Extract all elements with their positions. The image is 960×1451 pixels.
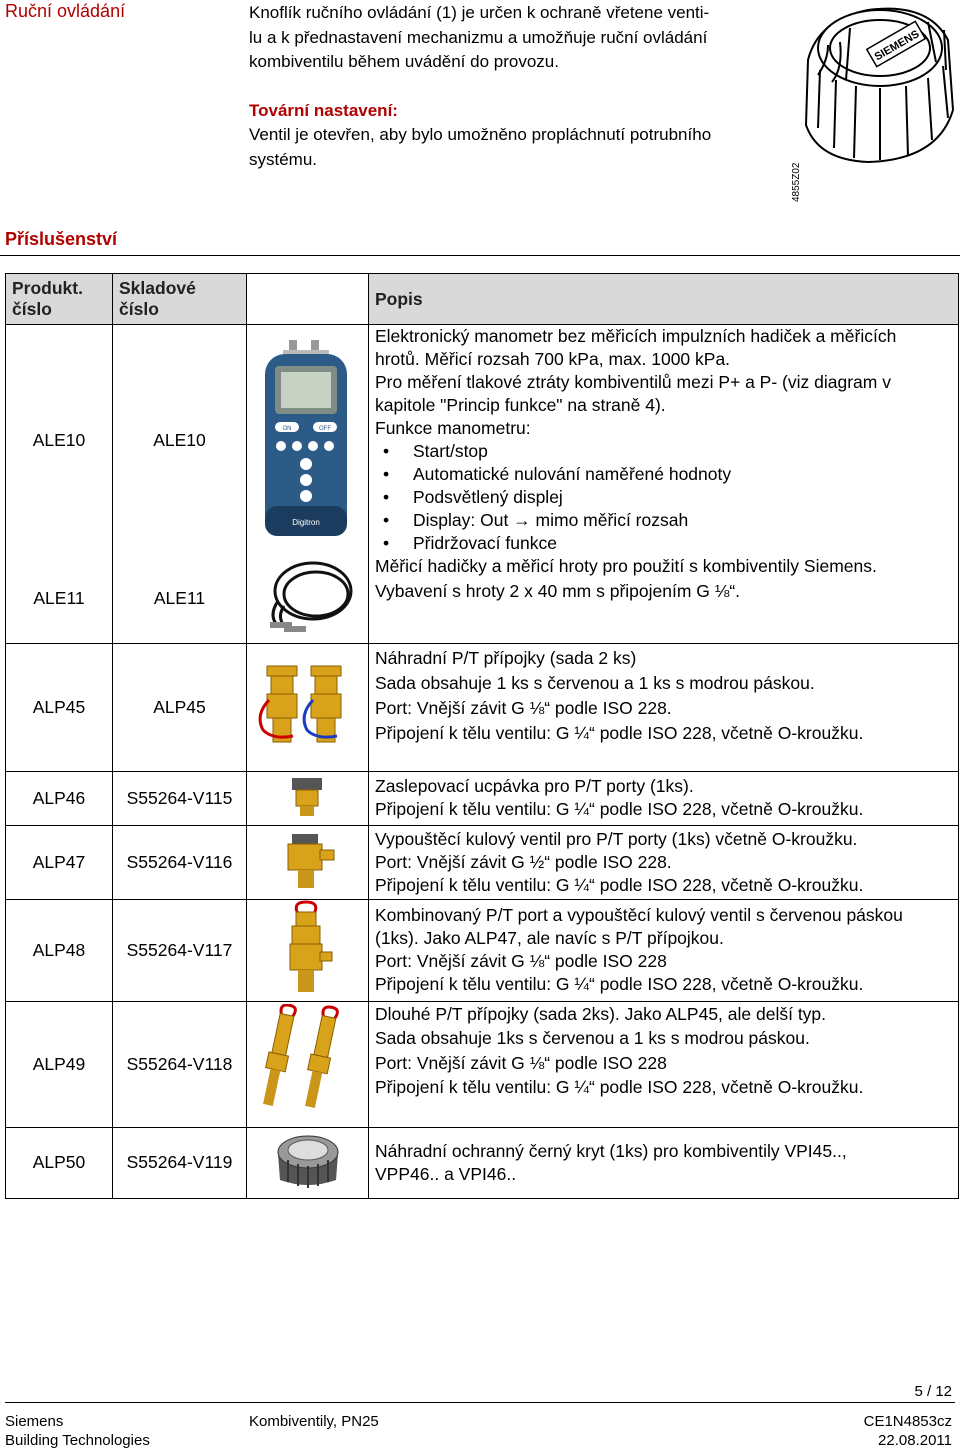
table-row: [6, 771, 959, 825]
desc-line: hrotů. Měřicí rozsah 700 kPa, max. 1000 kPa.: [375, 349, 731, 369]
stock-code: ALP45: [113, 643, 247, 771]
desc-line: Port: Vnější závit G ½“ podle ISO 228.: [375, 851, 672, 872]
desc-line: Zaslepovací ucpávka pro P/T porty (1ks).: [375, 776, 694, 796]
function-list: [375, 440, 952, 555]
manual-knob-drawing: [788, 0, 960, 170]
stock-code: ALE11: [113, 555, 247, 643]
desc-line: Pro měření tlakové ztráty kombiventilů mezi P+ a P- (viz diagram v: [375, 372, 891, 392]
col-header-text: Produkt.: [12, 278, 83, 298]
drain-valve-image: [268, 828, 348, 892]
protective-cap-image: [268, 1128, 348, 1192]
table-row: [6, 1127, 959, 1198]
table-row: [6, 1001, 959, 1127]
factory-line: Ventil je otevřen, aby bylo umožněno propláchnutí potrubního: [249, 125, 712, 144]
table-row: [6, 643, 959, 771]
description-cell: [369, 1127, 959, 1198]
product-code: ALP45: [6, 643, 113, 771]
factory-heading: Tovární nastavení:: [249, 100, 398, 120]
picture-cell: [247, 325, 369, 556]
product-code: ALP46: [6, 771, 113, 825]
list-item: • Start/stop: [413, 440, 952, 463]
desc-line: Připojení k tělu ventilu: G ¼“ podle ISO 228, včetně O-kroužku.: [375, 722, 864, 743]
col-header-stock: [113, 274, 247, 325]
stock-code: S55264-V117: [113, 899, 247, 1001]
desc-line: Připojení k tělu ventilu: G ¼“ podle ISO 228, včetně O-kroužku.: [375, 874, 864, 895]
picture-cell: [247, 555, 369, 643]
desc-line: Funkce manometru:: [375, 418, 531, 438]
product-code: ALP50: [6, 1127, 113, 1198]
list-item: • Podsvětlený displej: [413, 486, 952, 509]
list-item: • Přidržovací funkce: [413, 532, 952, 555]
measuring-hoses-image: [258, 556, 358, 636]
intro-text: [249, 1, 779, 172]
table-row: [6, 825, 959, 899]
stock-code: S55264-V116: [113, 825, 247, 899]
desc-line: Měřicí hadičky a měřicí hroty pro použití s kombiventily Siemens.: [375, 556, 877, 576]
picture-cell: [247, 899, 369, 1001]
table-row: [6, 325, 959, 556]
product-code: ALP48: [6, 899, 113, 1001]
desc-line: Připojení k tělu ventilu: G ¼“ podle ISO 228, včetně O-kroužku.: [375, 1077, 864, 1097]
col-header-desc: [369, 274, 959, 325]
picture-cell: [247, 771, 369, 825]
desc-line: Vybavení s hroty 2 x 40 mm s připojením G ⅛“.: [375, 581, 741, 601]
product-code: ALE11: [6, 555, 113, 643]
description-cell: [369, 825, 959, 899]
description-cell: [369, 771, 959, 825]
picture-cell: [247, 1127, 369, 1198]
product-code: ALE10: [6, 325, 113, 556]
desc-line: (1ks). Jako ALP47, ale navíc s P/T přípojkou.: [375, 928, 724, 948]
description-cell: [369, 899, 959, 1001]
on-button-label: ON: [282, 425, 292, 432]
figure-code: 4855Z02: [791, 162, 802, 202]
desc-line: Vypouštěcí kulový ventil pro P/T porty (1ks) včetně O-kroužku.: [375, 828, 858, 849]
list-item: • Display: Out → mimo měřicí rozsah: [413, 509, 952, 532]
description-cell: [369, 643, 959, 771]
col-header-text: Popis: [375, 288, 423, 309]
factory-line: systému.: [249, 149, 318, 169]
document-date: 22.08.2011: [878, 1432, 952, 1449]
desc-line: Port: Vnější závit G ⅛“ podle ISO 228: [375, 951, 667, 971]
table-header-row: [6, 274, 959, 325]
table-row: [6, 899, 959, 1001]
col-header-text: číslo: [119, 299, 159, 319]
stock-code: S55264-V118: [113, 1001, 247, 1127]
document-code: CE1N4853cz: [863, 1413, 952, 1430]
desc-line: VPP46.. a VPI46..: [375, 1163, 517, 1184]
table-row: [6, 555, 959, 643]
long-pt-connectors-image: [253, 1004, 363, 1120]
col-header-product: [6, 274, 113, 325]
footer-doc-info: [864, 1412, 952, 1450]
product-code: ALP49: [6, 1001, 113, 1127]
col-header-picture: [247, 274, 369, 325]
desc-line: Port: Vnější závit G ⅛“ podle ISO 228: [375, 1052, 667, 1073]
description-cell: [369, 325, 959, 556]
desc-line: Dlouhé P/T přípojky (sada 2ks). Jako ALP45, ale delší typ.: [375, 1003, 827, 1024]
stock-code: S55264-V119: [113, 1127, 247, 1198]
blind-plug-image: [278, 774, 338, 818]
pt-connectors-image: [253, 660, 363, 750]
intro-line: lu a k přednastavení mechanizmu a umožňuje ruční ovládání: [249, 27, 708, 47]
manometer-brand: Digitron: [292, 517, 320, 527]
desc-line: Sada obsahuje 1 ks s červenou a 1 ks s modrou páskou.: [375, 672, 815, 693]
picture-cell: [247, 1001, 369, 1127]
intro-line: Knoflík ručního ovládání (1) je určen k ochraně vřetene venti-: [249, 3, 710, 22]
desc-line: Připojení k tělu ventilu: G ¼“ podle ISO 228, včetně O-kroužku.: [375, 974, 864, 994]
desc-line: Port: Vnější závit G ⅛“ podle ISO 228.: [375, 697, 672, 718]
stock-code: ALE10: [113, 325, 247, 556]
manometer-image: [253, 338, 363, 538]
desc-line: Náhradní ochranný černý kryt (1ks) pro kombiventily VPI45..,: [375, 1140, 847, 1161]
desc-line: Elektronický manometr bez měřicích impulzních hadiček a měřicích: [375, 326, 897, 346]
company-name: Siemens: [5, 1413, 64, 1430]
desc-line: Náhradní P/T přípojky (sada 2 ks): [375, 647, 637, 668]
desc-line: Sada obsahuje 1ks s červenou a 1 ks s modrou páskou.: [375, 1028, 810, 1048]
stock-code: S55264-V115: [113, 771, 247, 825]
product-code: ALP47: [6, 825, 113, 899]
desc-line: Připojení k tělu ventilu: G ¼“ podle ISO 228, včetně O-kroužku.: [375, 799, 864, 819]
description-cell: [369, 1001, 959, 1127]
combined-valve-image: [268, 900, 348, 996]
page-number: 5 / 12: [914, 1383, 952, 1400]
desc-line: kapitole "Princip funkce" na straně 4).: [375, 395, 666, 415]
intro-line: kombiventilu během uvádění do provozu.: [249, 52, 559, 71]
knob-brand-text: SIEMENS: [872, 28, 922, 64]
section-title: Ruční ovládání: [5, 1, 126, 21]
footer-company: [5, 1412, 150, 1450]
divider: [0, 255, 960, 256]
picture-cell: [247, 643, 369, 771]
picture-cell: [247, 825, 369, 899]
accessories-heading: Příslušenství: [5, 229, 118, 249]
off-button-label: OFF: [319, 425, 331, 432]
col-header-text: číslo: [12, 299, 52, 319]
description-cell: [369, 555, 959, 643]
accessories-table: [5, 273, 959, 1199]
footer-divider: [5, 1402, 955, 1403]
list-item: • Automatické nulování naměřené hodnoty: [413, 463, 952, 486]
col-header-text: Skladové: [119, 278, 196, 298]
company-division: Building Technologies: [5, 1432, 150, 1449]
footer-product: Kombiventily, PN25: [249, 1413, 379, 1430]
desc-line: Kombinovaný P/T port a vypouštěcí kulový ventil s červenou páskou: [375, 905, 903, 925]
